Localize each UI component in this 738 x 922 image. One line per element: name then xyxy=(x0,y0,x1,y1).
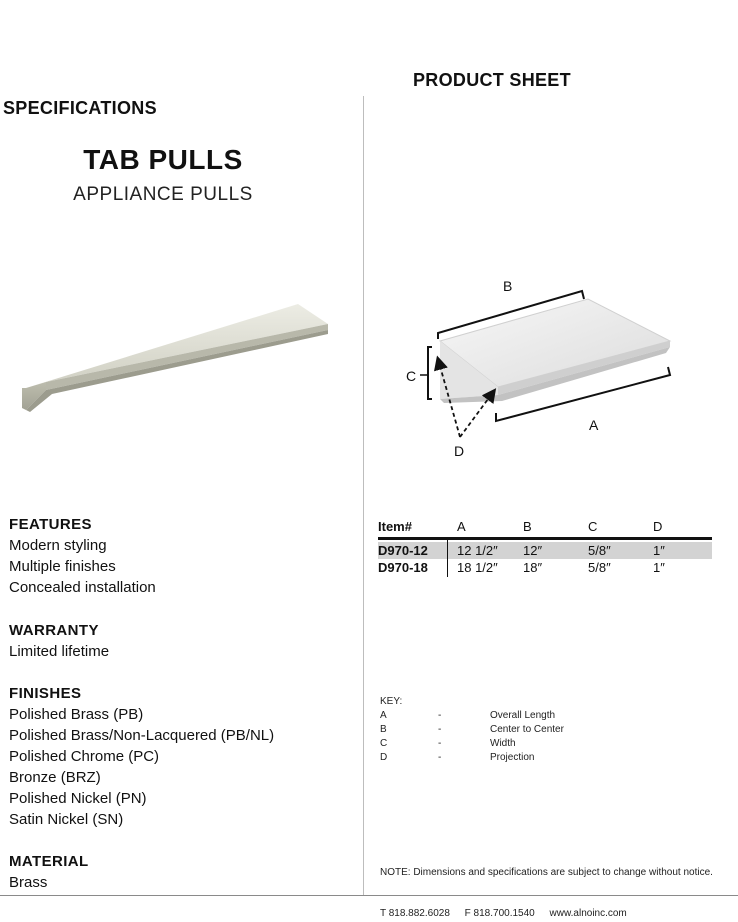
product-title: TAB PULLS xyxy=(83,144,243,175)
specifications-heading: SPECIFICATIONS xyxy=(3,98,157,118)
key-letter: C xyxy=(380,738,388,749)
table-header-row xyxy=(378,518,712,540)
cell-c: 5/8″ xyxy=(588,543,611,558)
cell-a: 18 1/2″ xyxy=(457,560,498,575)
table-row xyxy=(378,559,712,576)
dimension-label-c: C xyxy=(406,368,417,384)
cell-b: 12″ xyxy=(523,543,543,558)
table-column-separator xyxy=(447,540,448,577)
cell-b: 18″ xyxy=(523,560,543,575)
material-heading: MATERIAL xyxy=(9,853,89,870)
contact-line xyxy=(380,908,639,919)
finishes-heading: FINISHES xyxy=(9,685,82,702)
key-meaning: Center to Center xyxy=(490,724,564,735)
warranty-section xyxy=(9,620,109,662)
key-row xyxy=(380,723,580,737)
features-heading: FEATURES xyxy=(9,516,92,533)
dimension-label-d: D xyxy=(454,443,465,459)
footer-divider xyxy=(0,895,738,896)
key-row xyxy=(380,709,580,723)
dimension-label-a: A xyxy=(589,417,599,433)
feature-item: Concealed installation xyxy=(9,579,156,596)
material-section xyxy=(9,851,89,893)
finish-item: Polished Brass/Non-Lacquered (PB/NL) xyxy=(9,727,275,744)
cell-item: D970-18 xyxy=(378,560,428,575)
table-row xyxy=(378,542,712,559)
header-a: A xyxy=(457,519,466,534)
finish-item: Polished Brass (PB) xyxy=(9,706,144,723)
website-link[interactable]: www.alnoinc.com xyxy=(549,908,627,919)
finish-item: Polished Nickel (PN) xyxy=(9,790,147,807)
key-dash: - xyxy=(438,710,442,721)
cell-d: 1″ xyxy=(653,560,665,575)
header-item: Item# xyxy=(378,519,412,534)
key-letter: A xyxy=(380,710,387,721)
column-divider xyxy=(363,96,364,896)
phone-number: T 818.882.6028 xyxy=(380,908,450,919)
finish-item: Polished Chrome (PC) xyxy=(9,748,160,765)
warranty-item: Limited lifetime xyxy=(9,643,110,660)
header-d: D xyxy=(653,519,663,534)
dimension-label-b: B xyxy=(503,278,513,294)
dimension-diagram xyxy=(398,275,698,465)
key-dash: - xyxy=(438,752,442,763)
key-meaning: Width xyxy=(490,738,516,749)
key-meaning: Overall Length xyxy=(490,710,556,721)
cell-d: 1″ xyxy=(653,543,665,558)
feature-item: Modern styling xyxy=(9,537,107,554)
key-row xyxy=(380,737,580,751)
key-letter: B xyxy=(380,724,387,735)
product-sheet-heading: PRODUCT SHEET xyxy=(413,70,571,90)
finish-item: Satin Nickel (SN) xyxy=(9,811,124,828)
key-letter: D xyxy=(380,752,388,763)
header-b: B xyxy=(523,519,532,534)
dimensions-table xyxy=(378,518,712,576)
product-subtitle: APPLIANCE PULLS xyxy=(73,184,253,205)
feature-item: Multiple finishes xyxy=(9,558,116,575)
tab-pull-product-image xyxy=(12,290,342,420)
key-meaning: Projection xyxy=(490,752,535,763)
cell-c: 5/8″ xyxy=(588,560,611,575)
key-dash: - xyxy=(438,738,442,749)
warranty-heading: WARRANTY xyxy=(9,622,99,639)
cell-a: 12 1/2″ xyxy=(457,543,498,558)
disclaimer-note: NOTE: Dimensions and specifications are subject to change without notice. xyxy=(380,867,713,878)
dimension-key xyxy=(380,695,580,765)
finish-item: Bronze (BRZ) xyxy=(9,769,101,786)
key-heading: KEY: xyxy=(380,696,403,707)
key-row xyxy=(380,751,580,765)
finishes-section xyxy=(9,683,274,830)
cell-item: D970-12 xyxy=(378,543,428,558)
fax-number: F 818.700.1540 xyxy=(464,908,535,919)
header-c: C xyxy=(588,519,598,534)
features-section xyxy=(9,514,156,598)
material-item: Brass xyxy=(9,874,48,891)
key-dash: - xyxy=(438,724,442,735)
